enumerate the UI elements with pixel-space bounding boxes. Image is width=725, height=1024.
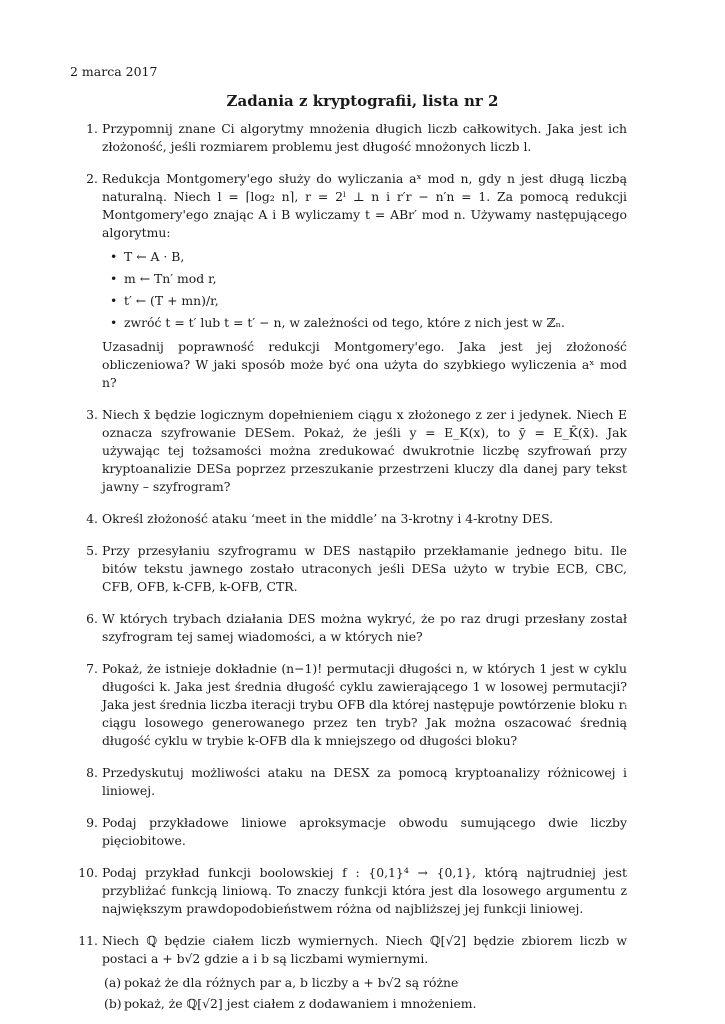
problem-5 <box>0 542 725 596</box>
subitem-label: (a) <box>104 975 122 990</box>
problem-number: 3. <box>86 407 98 422</box>
problem-8 <box>0 764 725 800</box>
problem-text: Podaj przykład funkcji boolowskiej f : {0,1}⁴ → {0,1}, którą najtrudniej jest przybliżać funkcją liniową. To znaczy funkcji która jest dla losowego argumentu z największym prawdopodobieństwem różna od najbliższej jej funkcji liniowej. <box>102 865 627 916</box>
subitem-a <box>102 974 627 992</box>
problem-number: 8. <box>86 765 98 780</box>
problem-number: 4. <box>86 511 98 526</box>
problem-number: 11. <box>78 933 98 948</box>
problem-1 <box>0 120 725 156</box>
problem-4 <box>0 510 725 528</box>
problem-text: Przedyskutuj możliwości ataku na DESX za pomocą kryptoanalizy różnicowej i liniowej. <box>102 765 627 798</box>
problem-10 <box>0 864 725 918</box>
algorithm-step: • T ← A · B, <box>102 248 627 266</box>
problem-outro: Uzasadnij poprawność redukcji Montgomery'ego. Jaka jest jej złożoność obliczeniowa? W jaki sposób może być ona użyta do szybkiego wyliczenia aˣ mod n? <box>102 339 627 390</box>
problem-2 <box>0 170 725 392</box>
problem-text: Określ złożoność ataku ‘meet in the middle’ na 3-krotny i 4-krotny DES. <box>102 511 554 526</box>
subitem-text: pokaż, że ℚ[√2] jest ciałem z dodawaniem i mnożeniem. <box>124 996 477 1011</box>
algorithm-steps <box>102 248 627 332</box>
problem-text: Podaj przykładowe liniowe aproksymacje obwodu sumującego dwie liczby pięciobitowe. <box>102 815 627 848</box>
algorithm-step: • t′ ← (T + mn)/r, <box>102 292 627 310</box>
problem-number: 6. <box>86 611 98 626</box>
problem-7 <box>0 660 725 750</box>
problem-text: W których trybach działania DES można wykryć, że po raz drugi przesłany został szyfrogram tej samej wiadomości, a w których nie? <box>102 611 627 644</box>
problem-text: Przypomnij znane Ci algorytmy mnożenia długich liczb całkowitych. Jaka jest ich złożoność, jeśli rozmiarem problemu jest długość mnożonych liczb l. <box>102 121 627 154</box>
algorithm-step: • zwróć t = t′ lub t = t′ − n, w zależności od tego, które z nich jest w ℤₙ. <box>102 314 627 332</box>
problem-3 <box>0 406 725 496</box>
subitem-label: (b) <box>104 996 122 1011</box>
problem-intro: Niech ℚ będzie ciałem liczb wymiernych. Niech ℚ[√2] będzie zbiorem liczb w postaci a + b√2 gdzie a i b są liczbami wymiernymi. <box>102 933 627 966</box>
problem-9 <box>0 814 725 850</box>
subitem-list <box>102 974 627 1013</box>
problem-list <box>0 120 725 1016</box>
algorithm-step: • m ← Tn′ mod r, <box>102 270 627 288</box>
problem-text: Pokaż, że istnieje dokładnie (n−1)! permutacji długości n, w których 1 jest w cyklu długości k. Jaka jest średnia długość cyklu zawierającego 1 w losowej permutacji? Jaka jest średnia liczba iteracji trybu OFB dla której następuje powtórzenie bloku rᵢ ciągu losowego generowanego przez ten tryb? Jak można oszacować średnią długość cyklu w trybie k-OFB dla k mniejszego od długości bloku? <box>102 661 627 748</box>
document-date: 2 marca 2017 <box>70 64 158 79</box>
problem-6 <box>0 610 725 646</box>
problem-number: 10. <box>78 865 98 880</box>
subitem-text: pokaż że dla różnych par a, b liczby a + b√2 są różne <box>124 975 459 990</box>
problem-number: 1. <box>86 121 98 136</box>
problem-intro: Redukcja Montgomery'ego służy do wyliczania aˣ mod n, gdy n jest długą liczbą naturalną. Niech l = ⌈log₂ n⌉, r = 2ˡ ⊥ n i r′r − n′n = 1. Za pomocą redukcji Montgomery'ego znając A i B wyliczamy t = ABr′ mod n. Używamy następującego algorytmu: <box>102 171 627 240</box>
problem-11 <box>0 932 725 1013</box>
problem-number: 7. <box>86 661 98 676</box>
problem-number: 9. <box>86 815 98 830</box>
subitem-b <box>102 995 627 1013</box>
problem-number: 2. <box>86 171 98 186</box>
problem-text: Przy przesyłaniu szyfrogramu w DES nastąpiło przekłamanie jednego bitu. Ile bitów tekstu jawnego zostało utraconych jeśli DESa użyto w trybie ECB, CBC, CFB, OFB, k-CFB, k-OFB, CTR. <box>102 543 627 594</box>
document-title: Zadania z kryptografii, lista nr 2 <box>226 92 499 110</box>
problem-text: Niech x̄ będzie logicznym dopełnieniem ciągu x złożonego z zer i jedynek. Niech E oznacza szyfrowanie DESem. Pokaż, że jeśli y = E_K(x), to ȳ = E_K̄(x̄). Jak używając tej tożsamości można zredukować dwukrotnie liczbę szyfrowań przy kryptoanalizie DESa poprzez przeszukanie przestrzeni kluczy dla danej pary tekst jawny – szyfrogram? <box>102 407 627 494</box>
problem-number: 5. <box>86 543 98 558</box>
